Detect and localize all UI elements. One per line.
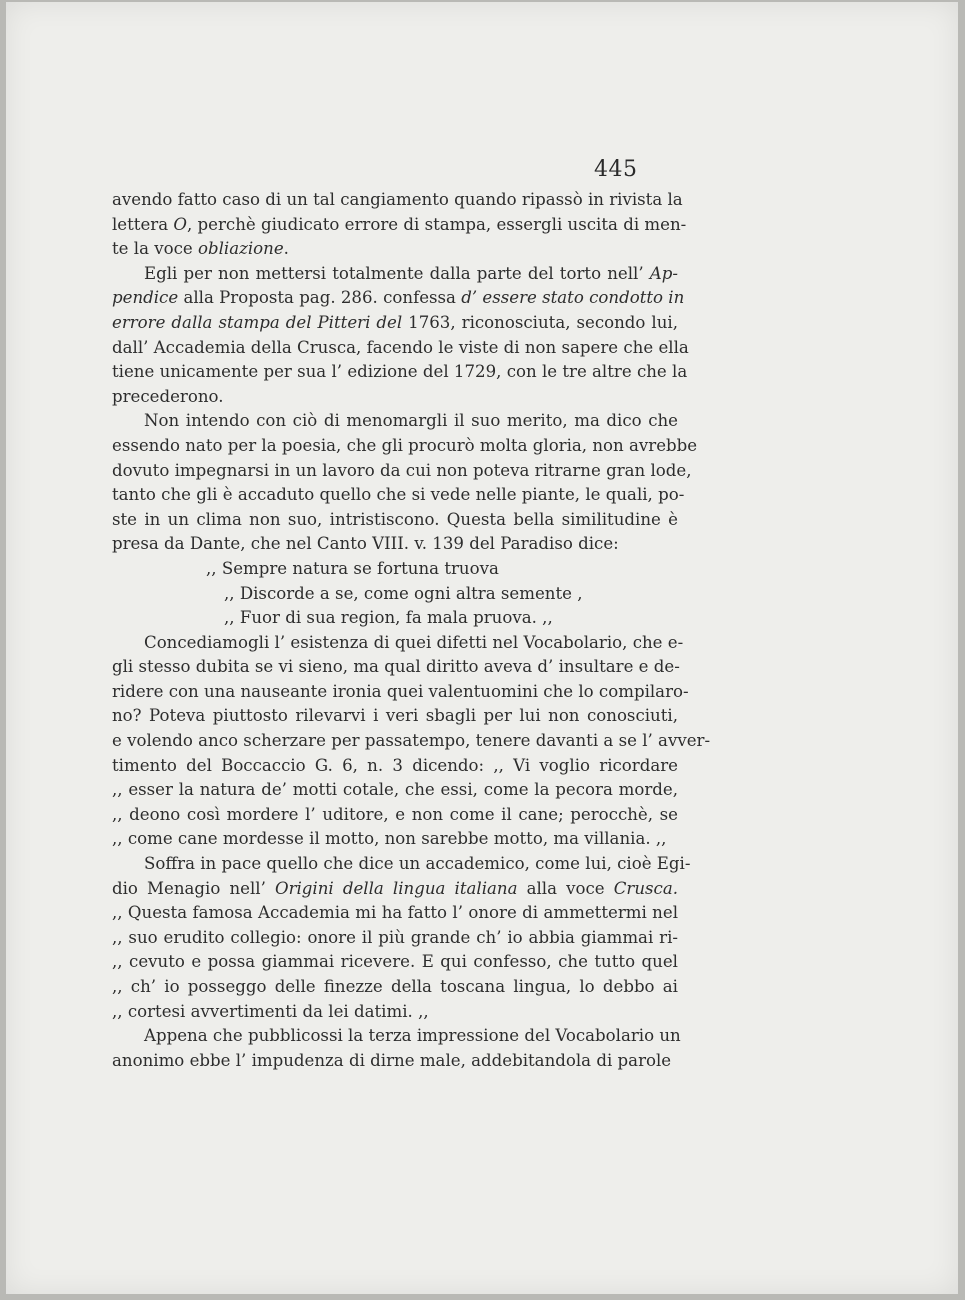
text-segment: . (283, 239, 289, 259)
text-line (112, 704, 678, 729)
text-segment: tiene unicamente per sua l’ edizione del 1729, con le tre altre che la (112, 362, 688, 382)
text-line (112, 434, 698, 459)
text-segment: timento del Boccaccio G. 6, n. 3 dicendo: ,, Vi voglio ricordare (112, 755, 678, 775)
text-line (112, 926, 678, 951)
italic-text: Origini della lingua italiana (274, 878, 518, 898)
text-line (112, 483, 685, 508)
text-segment: ,, Questa famosa Accademia mi ha fatto l’ onore di ammettermi nel (112, 903, 678, 923)
text-line (112, 827, 678, 852)
text-segment: precederono. (112, 386, 224, 406)
italic-text: errore dalla stampa del Pitteri del (112, 312, 403, 332)
text-segment: dio Menagio nell’ (112, 878, 275, 898)
text-line (112, 778, 678, 803)
text-line (112, 385, 678, 410)
italic-text: Ap- (649, 263, 678, 283)
italic-text: Crusca. (613, 878, 678, 898)
text-segment: te la voce (112, 239, 198, 259)
text-line (112, 336, 689, 361)
text-segment: dall’ Accademia della Crusca, facendo le viste di non sapere che ella (112, 337, 689, 357)
text-segment: Soffra in pace quello che dice un accademico, come lui, cioè Egi- (144, 854, 691, 874)
text-segment: ,, ch’ io posseggo delle finezze della toscana lingua, lo debbo ai (112, 977, 678, 996)
text-line (112, 877, 678, 902)
text-line (112, 286, 685, 311)
text-segment: lettera (112, 214, 174, 234)
text-segment: essendo nato per la poesia, che gli procurò molta gloria, non avrebbe (112, 435, 698, 455)
text-segment: tanto che gli è accaduto quello che si vede nelle piante, le quali, po- (112, 485, 685, 505)
text-line (112, 262, 678, 287)
verse-line: ,, Discorde a se, come ogni altra semente , (224, 583, 583, 603)
text-segment: avendo fatto caso di un tal cangiamento quando ripassò in rivista la (112, 190, 683, 209)
text-line (112, 852, 691, 877)
page-number: 445 (594, 157, 638, 182)
text-line (112, 508, 678, 533)
text-line (112, 631, 684, 656)
text-line (112, 1000, 678, 1025)
text-segment: , perchè giudicato errore di stampa, essergli uscita di men- (187, 214, 687, 234)
text-line (112, 459, 692, 484)
text-line (112, 311, 678, 336)
text-line (112, 360, 688, 385)
paper-sheet (6, 2, 958, 1294)
text-line (112, 1024, 681, 1049)
text-line (112, 409, 678, 434)
text-line (112, 532, 678, 557)
text-segment: ,, cevuto e possa giammai ricevere. E qui confesso, che tutto quel (112, 952, 678, 972)
italic-text: obliazione (198, 239, 284, 259)
text-segment: alla voce (517, 878, 614, 898)
text-line (112, 950, 678, 975)
text-line (112, 213, 687, 238)
text-line (112, 803, 678, 828)
text-segment: alla Proposta pag. 286. confessa (178, 288, 462, 308)
body-text (112, 188, 711, 1073)
text-segment: Appena che pubblicossi la terza impressione del Vocabolario un (144, 1026, 681, 1046)
text-line (112, 680, 689, 705)
verse-line: ,, Fuor di sua region, fa mala pruova. ,, (224, 608, 553, 628)
text-segment: ridere con una nauseante ironia quei valentuomini che lo compilaro- (112, 681, 689, 701)
text-segment: e volendo anco scherzare per passatempo, tenere davanti a se l’ avver- (112, 731, 711, 751)
text-segment: ,, come cane mordesse il motto, non sarebbe motto, ma villania. ,, (112, 829, 667, 849)
text-segment: Egli per non mettersi totalmente dalla parte del torto nell’ (144, 263, 650, 283)
verse-line: ,, Sempre natura se fortuna truova (206, 558, 499, 578)
text-line (112, 1049, 678, 1074)
italic-text: pendice (112, 288, 179, 308)
text-line (112, 655, 678, 680)
text-segment: ,, cortesi avvertimenti da lei datimi. ,, (112, 1001, 429, 1021)
text-segment: gli stesso dubita se vi sieno, ma qual diritto aveva d’ insultare e de- (112, 657, 680, 677)
text-segment: dovuto impegnarsi in un lavoro da cui non poteva ritrarne gran lode, (112, 460, 692, 480)
text-line (112, 754, 678, 779)
italic-text: O (173, 214, 187, 234)
text-line (112, 188, 683, 213)
text-line (112, 901, 678, 926)
text-segment: Non intendo con ciò di menomargli il suo merito, ma dico che (144, 411, 678, 431)
text-line (112, 237, 678, 262)
text-segment: ste in un clima non suo, intristiscono. Questa bella similitudine è (112, 509, 678, 529)
text-segment: Concediamogli l’ esistenza di quei difetti nel Vocabolario, che e- (144, 632, 684, 652)
text-segment: ,, suo erudito collegio: onore il più grande ch’ io abbia giammai ri- (112, 927, 678, 947)
text-segment: ,, esser la natura de’ motti cotale, che essi, come la pecora morde, (112, 780, 678, 800)
text-segment: 1763, riconosciuta, secondo lui, (402, 312, 678, 332)
italic-text: d’ essere stato condotto in (461, 288, 685, 308)
text-segment: ,, deono così mordere l’ uditore, e non come il cane; perocchè, se (112, 804, 678, 824)
text-line (112, 729, 711, 754)
text-segment: anonimo ebbe l’ impudenza di dirne male, addebitandola di parole (112, 1050, 672, 1070)
text-segment: no? Poteva piuttosto rilevarvi i veri sbagli per lui non conosciuti, (112, 706, 678, 726)
text-line (112, 975, 678, 1000)
text-segment: presa da Dante, che nel Canto VIII. v. 139 del Paradiso dice: (112, 534, 619, 554)
